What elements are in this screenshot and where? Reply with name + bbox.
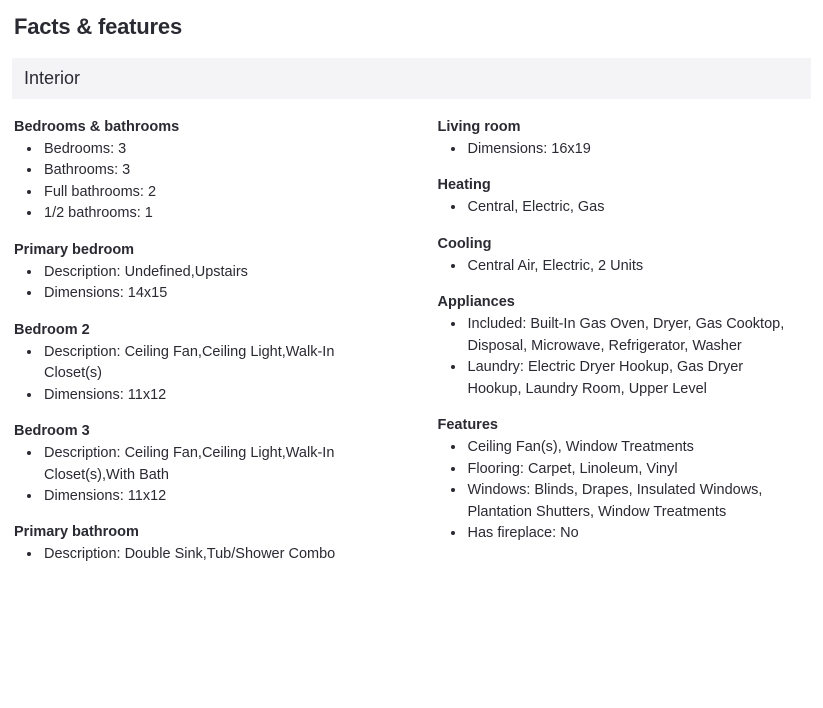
fact-list-item: • Description: Undefined,Upstairs	[42, 262, 394, 283]
fact-list	[12, 262, 394, 305]
fact-list-item: • Central Air, Electric, 2 Units	[466, 256, 802, 277]
fact-list-item: • Description: Double Sink,Tub/Shower Combo	[42, 544, 394, 565]
fact-group-title: Heating	[437, 177, 491, 194]
fact-group	[12, 322, 394, 406]
fact-group	[12, 119, 394, 225]
fact-list-item: • Full bathrooms: 2	[42, 182, 394, 203]
fact-list-item: • Dimensions: 11x12	[42, 486, 394, 507]
fact-group	[12, 423, 394, 507]
fact-list-item: • Bathrooms: 3	[42, 160, 394, 181]
fact-list-item: • Dimensions: 14x15	[42, 283, 394, 304]
fact-group-title: Bedroom 2	[14, 321, 90, 338]
fact-list	[436, 437, 802, 544]
facts-right-column	[412, 119, 812, 583]
fact-list	[436, 197, 802, 218]
fact-group-title: Bedrooms & bathrooms	[14, 119, 180, 135]
fact-list	[12, 443, 394, 507]
section-header-interior: Interior	[12, 58, 811, 99]
fact-list	[12, 342, 394, 406]
facts-columns	[12, 119, 811, 583]
fact-group-title: Appliances	[437, 294, 515, 311]
fact-list	[436, 314, 802, 400]
fact-list-item: • Central, Electric, Gas	[466, 197, 802, 218]
fact-list-item: • Description: Ceiling Fan,Ceiling Light,Walk-In Closet(s),With Bath	[42, 443, 394, 486]
fact-group	[436, 294, 802, 400]
fact-list-item: • Description: Ceiling Fan,Ceiling Light,Walk-In Closet(s)	[42, 342, 394, 385]
fact-list-item: • Laundry: Electric Dryer Hookup, Gas Dryer Hookup, Laundry Room, Upper Level	[466, 357, 802, 400]
fact-group-title: Features	[437, 417, 498, 434]
fact-list	[436, 139, 802, 160]
fact-list-item: • Windows: Blinds, Drapes, Insulated Windows, Plantation Shutters, Window Treatments	[466, 480, 802, 523]
fact-list-item: • Has fireplace: No	[466, 523, 802, 544]
fact-list	[436, 256, 802, 277]
fact-list-item: • Included: Built-In Gas Oven, Dryer, Gas Cooktop, Disposal, Microwave, Refrigerator, Washer	[466, 314, 802, 357]
fact-list	[12, 139, 394, 225]
fact-group	[436, 236, 802, 277]
fact-group	[436, 119, 802, 160]
fact-group-title: Primary bathroom	[14, 524, 139, 541]
fact-list-item: • Flooring: Carpet, Linoleum, Vinyl	[466, 459, 802, 480]
fact-group	[12, 242, 394, 305]
page-title: Facts & features	[14, 14, 182, 39]
fact-group	[436, 177, 802, 218]
fact-group-title: Living room	[437, 119, 521, 135]
facts-left-column	[12, 119, 412, 583]
fact-list-item: • Ceiling Fan(s), Window Treatments	[466, 437, 802, 458]
fact-list-item: • Bedrooms: 3	[42, 139, 394, 160]
fact-list-item: • Dimensions: 16x19	[466, 139, 802, 160]
fact-list	[12, 544, 394, 565]
fact-group	[12, 524, 394, 565]
fact-group-title: Bedroom 3	[14, 423, 90, 440]
fact-list-item: • Dimensions: 11x12	[42, 385, 394, 406]
fact-group-title: Primary bedroom	[14, 241, 135, 258]
fact-group	[436, 417, 802, 544]
fact-group-title: Cooling	[437, 235, 492, 252]
fact-list-item: • 1/2 bathrooms: 1	[42, 203, 394, 224]
